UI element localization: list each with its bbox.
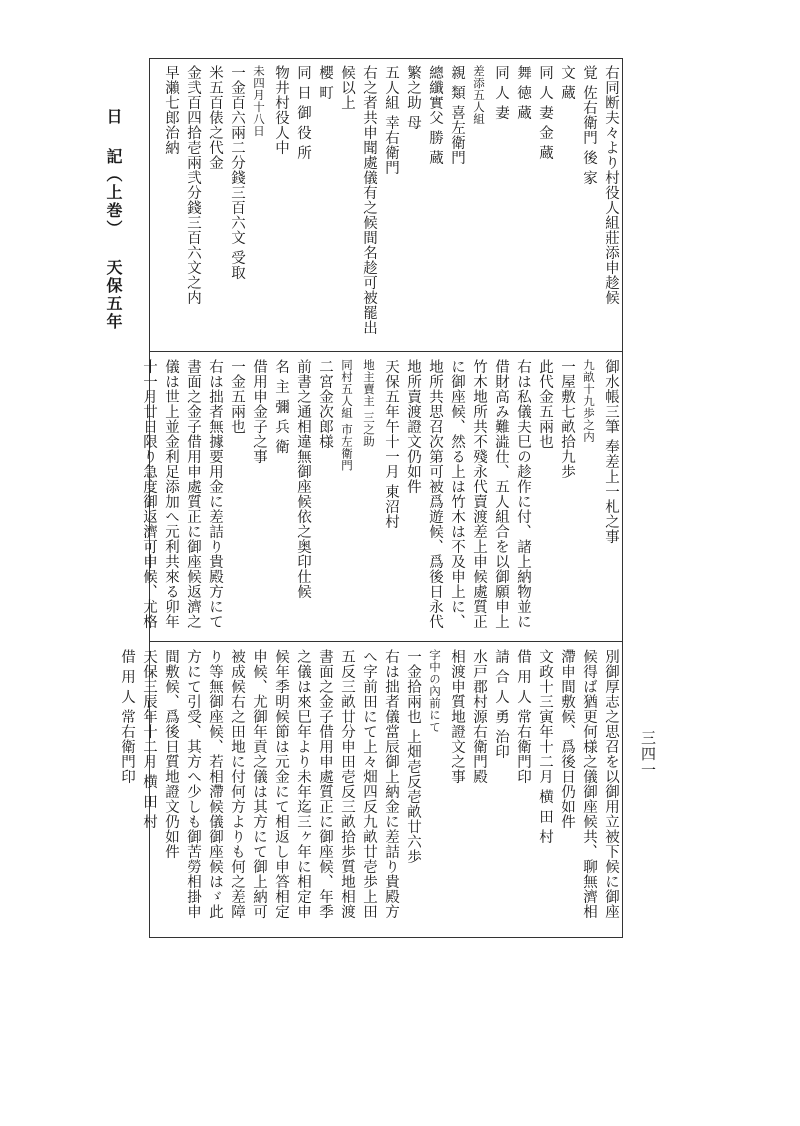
- section-top: [150, 59, 622, 351]
- text-column: 文政十三寅年十二月 横 田 村: [537, 649, 553, 845]
- text-column: 同 人 妻 金 蔵: [537, 65, 553, 161]
- text-column: 金弐百四拾壱兩弐分錢三百六文之内: [185, 65, 201, 305]
- text-column: 候得ば猶更何様之儀御座候共、聊無濟相: [581, 649, 597, 919]
- text-column: 一屋敷七畝拾九歩: [559, 359, 575, 479]
- text-column: 右之者共申聞處儀有之候間名趁可被罷出: [361, 65, 377, 335]
- text-column: 右は拙者無據要用金に差詰り貴殿方にて: [207, 359, 223, 629]
- text-column: 親 類 喜左衛門: [449, 65, 465, 166]
- section-bottom: [119, 643, 622, 937]
- running-head-tag: 日: [104, 108, 123, 126]
- text-column: 同 日 御 役 所: [295, 65, 311, 161]
- text-column: 借 用 人 常右衛門印: [515, 649, 531, 785]
- text-column: 總纖實父 勝 蔵: [427, 65, 443, 166]
- text-column: 申候、尤御年貢之儀は其方にて御上納可: [251, 649, 267, 919]
- text-column: 天保三辰年十二月 横 田 村: [141, 649, 157, 830]
- text-column: 別御厚志之思召を以御用立被下候に御座: [603, 649, 619, 919]
- text-column: 米五百俵之代金: [207, 65, 223, 170]
- text-column: 天保五年午十一月 東沼村: [383, 359, 399, 530]
- text-column: へ字前田にて上々畑四反九畝廿壱歩上田: [361, 649, 377, 919]
- text-column: 物井村役人中: [273, 65, 289, 155]
- text-column: 早瀨七郎治納: [163, 65, 179, 155]
- text-column: 滯申間敷候、爲後日仍如件: [559, 649, 575, 829]
- text-column: 同村五人組 市左衛門: [340, 359, 354, 472]
- text-column: 九畝十九歩之内: [582, 359, 596, 443]
- text-column: 覚 佐右衛門 後 家: [581, 65, 597, 186]
- text-column: 之儀は來巳年より未年迄三ヶ年に相定申: [295, 649, 311, 919]
- text-column: 借用申金子之事: [251, 359, 267, 464]
- text-column: 繁之助 母: [405, 65, 421, 131]
- text-column: 五反三畝廿分申田壱反三畝拾歩質地相渡: [339, 649, 355, 919]
- text-column: 候年季明候節は元金にて相返し申答相定: [273, 649, 289, 919]
- text-column: 舞 徳 蔵: [515, 65, 531, 121]
- text-column: に御座候、然る上は竹木は不及申上に、: [449, 359, 465, 629]
- page-number: 三四一: [639, 730, 657, 778]
- page-frame: [119, 58, 623, 938]
- text-column: 一金五兩也: [229, 359, 245, 434]
- text-column: 右同断夫々より村役人組莊添申趁候: [603, 65, 619, 305]
- text-column: 此代金五兩也: [537, 359, 553, 449]
- text-column: 未四月十八日: [252, 65, 266, 137]
- running-header: [102, 108, 125, 345]
- text-column: 水戸郡村源右衛門殿: [471, 649, 487, 784]
- text-column: 差添五人組: [472, 65, 486, 125]
- text-column: 右は私儀夫巳の趁作に付、諸上納物並に: [515, 359, 531, 629]
- text-column: 御水帳三筆 奉差上一札之事: [603, 359, 619, 545]
- text-column: 名 主 彌 兵 衛: [273, 359, 289, 455]
- text-column: 書面之金子借用申處質正に御座候、年季: [317, 649, 333, 919]
- text-column: 書面之金子借用申處質正に御座候返濟之: [185, 359, 201, 629]
- section-divider: [150, 641, 622, 642]
- text-column: 文 蔵: [559, 65, 575, 101]
- text-column: 右は拙者儀當辰御上納金に差詰り貴殿方: [383, 649, 399, 919]
- text-column: 前書之通相違無御座候依之奥印仕候: [295, 359, 311, 599]
- text-column: 地所賣渡證文仍如件: [405, 359, 421, 494]
- text-column: 字中の內前にて: [428, 649, 442, 733]
- running-head-title: 記（上巻）: [104, 147, 123, 238]
- text-column: 地主賣主 三之助: [362, 359, 376, 448]
- text-column: 一金百六兩二分錢三百六文 受取: [229, 65, 245, 281]
- text-column: 五人組 幸右衛門: [383, 65, 399, 176]
- text-column: 間敷候、爲後日質地證文仍如件: [163, 649, 179, 859]
- text-column: 十一月廿日限り急度御返濟可申候、尤格: [141, 359, 157, 629]
- text-column: 借 用 人 常右衛門印: [119, 649, 135, 785]
- text-column: り等無御座候、若相滯候儀御座候はゞ此: [207, 649, 223, 919]
- text-column: 被成候右之田地に付何方よりも何之差障: [229, 649, 245, 919]
- running-head-era: 天保五年: [104, 259, 123, 332]
- text-column: 相渡申質地證文之事: [449, 649, 465, 784]
- text-column: 方にて引受、其方へ少しも御苦勞相掛申: [185, 649, 201, 919]
- text-column: 地所共思召次第可被爲遊候、爲後日永代: [427, 359, 443, 629]
- text-column: 候以上: [339, 65, 355, 110]
- text-column: 二宮金次郎様: [317, 359, 333, 449]
- text-column: 借財高み難澁仕、五人組合を以御願申上: [493, 359, 509, 629]
- section-divider: [150, 351, 622, 352]
- text-column: 同 人 妻: [493, 65, 509, 121]
- text-column: 儀は世上並金利足添加へ元利共來る卯年: [163, 359, 179, 629]
- text-column: 請 合 人 勇 治印: [493, 649, 509, 760]
- text-column: 竹木地所共不殘永代賣渡差上申候處質正: [471, 359, 487, 629]
- text-column: 櫻 町: [317, 65, 333, 101]
- text-column: 一金拾兩也 上畑壱反壱畝廿六歩: [405, 649, 421, 865]
- section-middle: [141, 353, 622, 641]
